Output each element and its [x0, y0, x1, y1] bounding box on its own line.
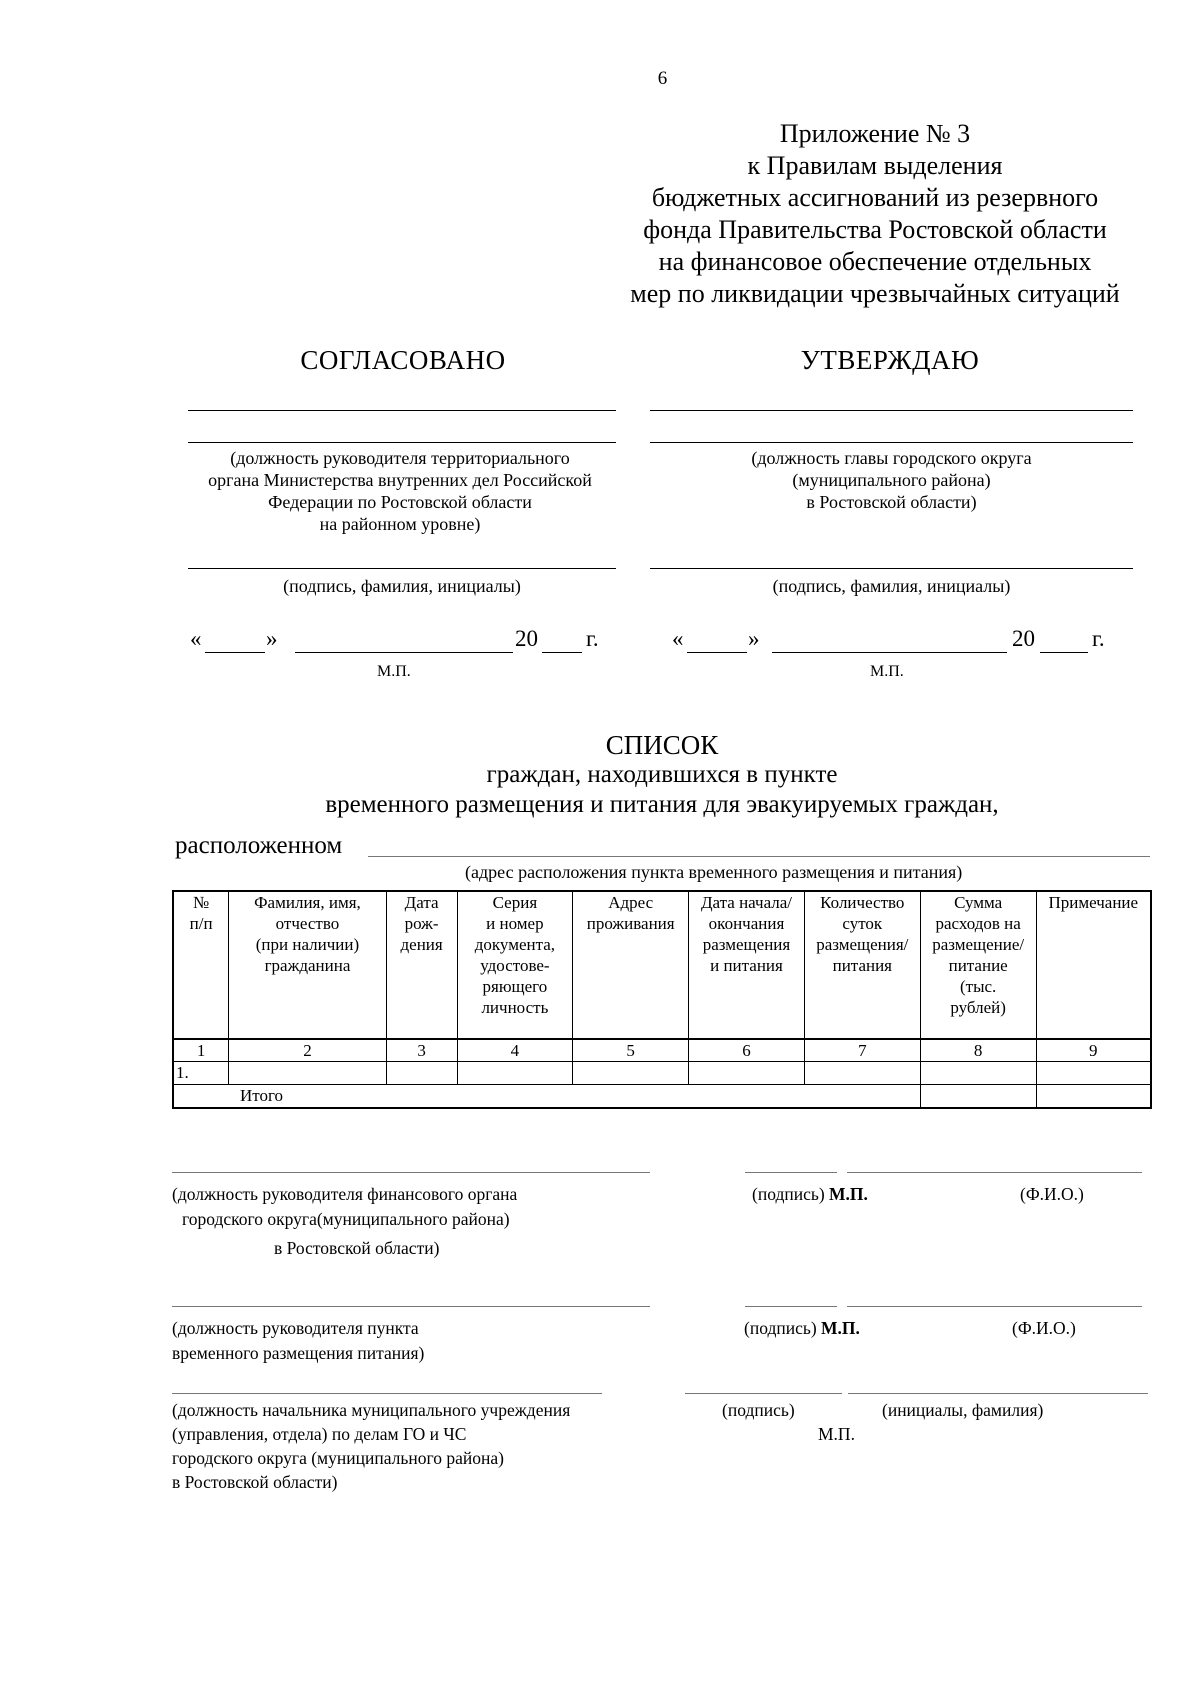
appendix-line: фонда Правительства Ростовской области	[643, 215, 1107, 244]
signature-line[interactable]	[685, 1393, 842, 1394]
name-caption: (Ф.И.О.)	[1012, 1318, 1076, 1338]
stamp-label: М.П.	[821, 1318, 860, 1338]
header-expense-sum: Сумма расходов на размещение/ питание (тыс. рублей)	[920, 891, 1036, 1039]
approved-month-field[interactable]	[772, 652, 1007, 653]
date-open-quote: «	[190, 626, 202, 651]
agreed-position-caption	[170, 447, 630, 535]
date-year-prefix: 20	[1012, 626, 1035, 651]
appendix-line: мер по ликвидации чрезвычайных ситуаций	[630, 279, 1120, 308]
agreed-stamp-label: М.П.	[377, 663, 411, 680]
cell-address[interactable]	[573, 1062, 689, 1085]
date-close-quote: »	[266, 626, 278, 651]
appendix-line: к Правилам выделения	[747, 151, 1003, 180]
appendix-header	[600, 118, 1150, 310]
caption-line: органа Министерства внутренних дел Российской	[208, 470, 592, 490]
cell-full-name[interactable]	[229, 1062, 386, 1085]
agreed-day-field[interactable]	[205, 652, 265, 653]
agreed-position-line-2[interactable]	[188, 442, 616, 443]
stamp-label: М.П.	[829, 1184, 868, 1204]
caption-line: городского округа(муниципального района)	[182, 1209, 510, 1229]
cell-birth-date[interactable]	[386, 1062, 457, 1085]
date-close-quote: »	[748, 626, 760, 651]
agreed-position-line-1[interactable]	[188, 410, 616, 411]
header-start-end-date: Дата начала/ окончания размещения и питания	[689, 891, 805, 1039]
date-year-prefix: 20	[515, 626, 538, 651]
location-label: расположенном	[175, 832, 343, 859]
position-caption	[172, 1398, 570, 1494]
position-line[interactable]	[172, 1172, 650, 1173]
page-number: 6	[657, 68, 668, 89]
header-days-count: Количество суток размещения/ питания	[804, 891, 920, 1039]
caption-line: временного размещения питания)	[172, 1343, 425, 1363]
signature-line[interactable]	[745, 1172, 837, 1173]
date-year-suffix: г.	[586, 626, 599, 651]
location-address-field[interactable]	[368, 856, 1150, 857]
total-label: Итого	[173, 1085, 920, 1109]
header-id-document: Серия и номер документа, удостове- ряющего личность	[457, 891, 573, 1039]
table-row	[173, 1062, 1151, 1085]
caption-line: (должность руководителя территориального	[230, 448, 570, 468]
cell-expense-sum[interactable]	[920, 1062, 1036, 1085]
position-line[interactable]	[172, 1306, 650, 1307]
name-line[interactable]	[847, 1172, 1142, 1173]
approved-stamp-label: М.П.	[870, 663, 904, 680]
caption-line: (должность начальника муниципального учреждения	[172, 1400, 571, 1420]
signature-line[interactable]	[745, 1306, 837, 1307]
cell-id-document[interactable]	[457, 1062, 573, 1085]
column-number-row	[173, 1039, 1151, 1062]
citizens-table	[172, 890, 1152, 1109]
header-note: Примечание	[1036, 891, 1151, 1039]
name-caption: (инициалы, фамилия)	[882, 1400, 1044, 1420]
approved-position-line-1[interactable]	[650, 410, 1133, 411]
list-heading: СПИСОК	[605, 730, 719, 760]
column-number: 1	[173, 1039, 229, 1062]
date-year-suffix: г.	[1092, 626, 1105, 651]
caption-line: (должность руководителя пункта	[172, 1318, 419, 1338]
column-number: 2	[229, 1039, 386, 1062]
agreed-heading: СОГЛАСОВАНО	[300, 345, 506, 375]
signature-caption: (подпись) М.П.	[752, 1184, 868, 1204]
column-number: 9	[1036, 1039, 1151, 1062]
column-number: 4	[457, 1039, 573, 1062]
cell-note[interactable]	[1036, 1062, 1151, 1085]
total-note[interactable]	[1036, 1085, 1151, 1109]
table-header-row	[173, 891, 1151, 1039]
column-number: 5	[573, 1039, 689, 1062]
approved-signature-line[interactable]	[650, 568, 1133, 569]
signature-caption: (подпись)	[722, 1400, 795, 1420]
list-title	[172, 730, 1152, 820]
caption-line: на районном уровне)	[319, 514, 481, 534]
column-number: 6	[689, 1039, 805, 1062]
approved-position-line-2[interactable]	[650, 442, 1133, 443]
total-row	[173, 1085, 1151, 1109]
approved-year-field[interactable]	[1040, 652, 1088, 653]
list-subtitle-line-1: граждан, находившихся в пункте	[486, 761, 838, 788]
caption-line: Федерации по Ростовской области	[268, 492, 532, 512]
approved-signature-caption: (подпись, фамилия, инициалы)	[772, 576, 1011, 596]
column-number: 8	[920, 1039, 1036, 1062]
list-subtitle-line-2: временного размещения и питания для эвакуируемых граждан,	[325, 791, 999, 818]
date-open-quote: «	[672, 626, 684, 651]
location-caption: (адрес расположения пункта временного размещения и питания)	[465, 862, 963, 882]
approved-day-field[interactable]	[687, 652, 747, 653]
column-number: 3	[386, 1039, 457, 1062]
caption-line: (муниципального района)	[792, 470, 991, 490]
caption-line: (должность руководителя финансового органа	[172, 1184, 518, 1204]
agreed-month-field[interactable]	[295, 652, 513, 653]
caption-line: (управления, отдела) по делам ГО и ЧС	[172, 1424, 467, 1444]
caption-line: в Ростовской области)	[274, 1238, 440, 1258]
position-caption	[172, 1182, 517, 1261]
column-number: 7	[804, 1039, 920, 1062]
name-line[interactable]	[848, 1393, 1148, 1394]
header-birth-date: Дата рож- дения	[386, 891, 457, 1039]
cell-number[interactable]: 1.	[173, 1062, 229, 1085]
agreed-signature-caption: (подпись, фамилия, инициалы)	[283, 576, 521, 596]
caption-line: в Ростовской области)	[172, 1472, 338, 1492]
appendix-line: бюджетных ассигнований из резервного	[651, 183, 1099, 212]
approved-date-row	[672, 626, 1142, 658]
agreed-year-field[interactable]	[542, 652, 582, 653]
appendix-line: на финансовое обеспечение отдельных	[658, 247, 1092, 276]
name-line[interactable]	[847, 1306, 1142, 1307]
name-caption: (Ф.И.О.)	[1020, 1184, 1084, 1204]
header-address: Адрес проживания	[573, 891, 689, 1039]
caption-line: городского округа (муниципального района)	[172, 1448, 504, 1468]
header-full-name: Фамилия, имя, отчество (при наличии) гражданина	[229, 891, 386, 1039]
caption-line: в Ростовской области)	[806, 492, 977, 512]
cell-days-count[interactable]	[804, 1062, 920, 1085]
position-caption	[172, 1316, 424, 1366]
signature-caption: (подпись) М.П.	[744, 1318, 860, 1338]
approved-heading: УТВЕРЖДАЮ	[800, 345, 980, 375]
agreed-date-row	[190, 626, 620, 658]
approved-position-caption	[650, 447, 1133, 513]
position-line[interactable]	[172, 1393, 602, 1394]
header-number: № п/п	[173, 891, 229, 1039]
total-expense-sum[interactable]	[920, 1085, 1036, 1109]
appendix-line: Приложение № 3	[779, 119, 971, 148]
cell-start-end-date[interactable]	[689, 1062, 805, 1085]
agreed-signature-line[interactable]	[188, 568, 616, 569]
stamp-label: М.П.	[818, 1424, 855, 1444]
caption-line: (должность главы городского округа	[751, 448, 1032, 468]
